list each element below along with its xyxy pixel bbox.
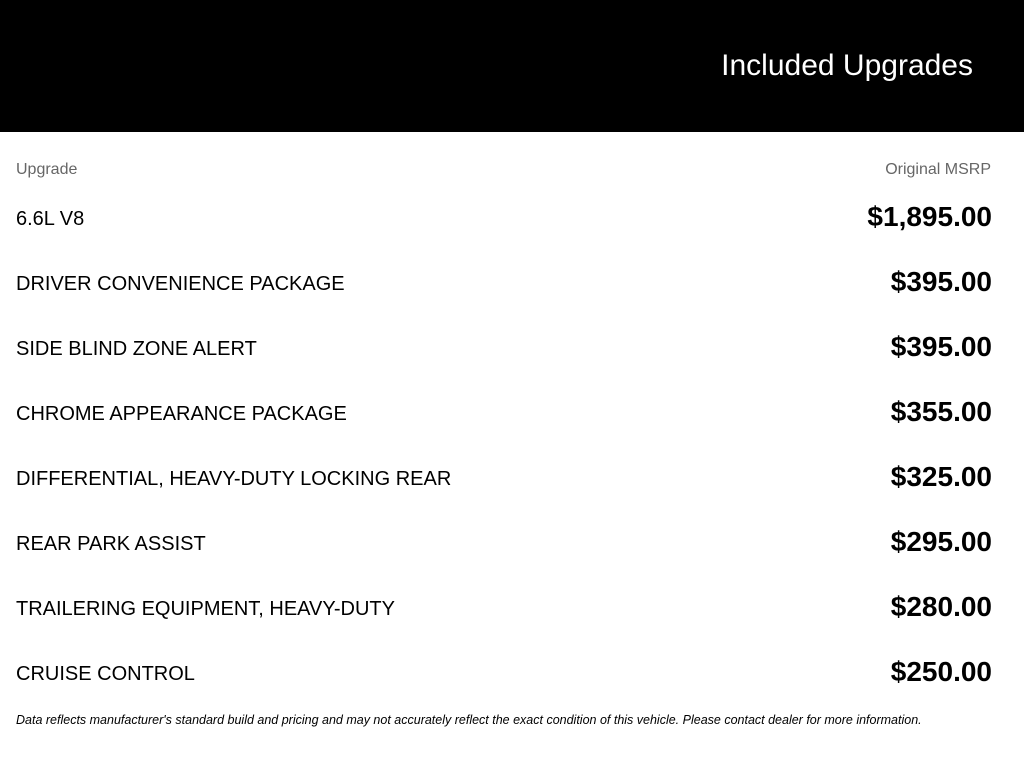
upgrade-price: $395.00: [890, 266, 992, 297]
upgrade-price: $355.00: [890, 396, 992, 427]
column-header-upgrade: Upgrade: [16, 161, 78, 178]
upgrade-row: [16, 655, 992, 720]
upgrade-name: CHROME APPEARANCE PACKAGE: [16, 403, 347, 425]
upgrades-list: [16, 200, 992, 720]
upgrade-name: CRUISE CONTROL: [16, 663, 195, 685]
page-title: Included Upgrades: [721, 49, 973, 82]
upgrade-price: $325.00: [890, 461, 992, 492]
upgrade-name: REAR PARK ASSIST: [16, 533, 206, 555]
upgrade-row: [16, 525, 992, 590]
upgrade-row: [16, 200, 992, 265]
upgrade-price: $250.00: [890, 656, 992, 687]
upgrade-price: $395.00: [890, 331, 992, 362]
upgrade-row: [16, 395, 992, 460]
upgrade-row: [16, 265, 992, 330]
upgrade-name: SIDE BLIND ZONE ALERT: [16, 338, 257, 360]
column-headers: [16, 160, 991, 180]
header-banner: [0, 0, 1024, 132]
upgrade-name: 6.6L V8: [16, 208, 85, 230]
upgrade-price: $1,895.00: [867, 201, 992, 232]
disclaimer-text: Data reflects manufacturer's standard build and pricing and may not accurately reflect the exact condition of this vehicle. Please contact dealer for more information.: [16, 713, 922, 727]
upgrade-row: [16, 460, 992, 525]
upgrade-name: TRAILERING EQUIPMENT, HEAVY-DUTY: [16, 598, 395, 620]
upgrade-row: [16, 590, 992, 655]
upgrade-price: $280.00: [890, 591, 992, 622]
column-header-msrp: Original MSRP: [885, 161, 991, 178]
upgrade-price: $295.00: [890, 526, 992, 557]
upgrade-name: DRIVER CONVENIENCE PACKAGE: [16, 273, 345, 295]
upgrade-name: DIFFERENTIAL, HEAVY-DUTY LOCKING REAR: [16, 468, 452, 490]
upgrade-row: [16, 330, 992, 395]
